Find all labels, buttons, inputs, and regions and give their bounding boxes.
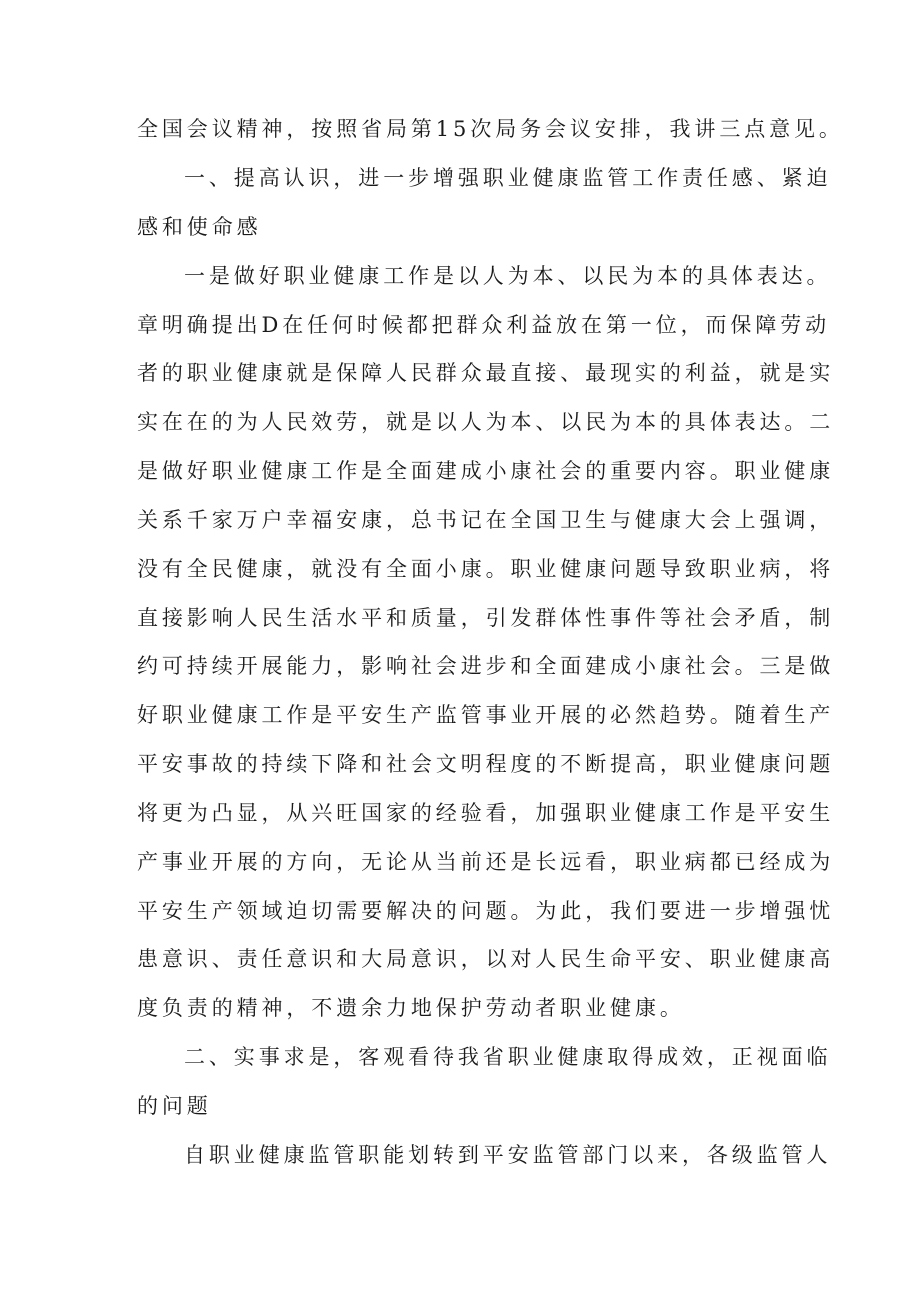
text-line: 好职业健康工作是平安生产监管事业开展的必然趋势。随着生产 [137, 703, 835, 727]
text-line: 患意识、责任意识和大局意识，以对人民生命平安、职业健康高 [137, 947, 835, 971]
text-line: 关系千家万户幸福安康，总书记在全国卫生与健康大会上强调， [137, 508, 835, 532]
text-line: 一是做好职业健康工作是以人为本、以民为本的具体表达。 [184, 264, 832, 288]
text-line: 章明确提出D在任何时候都把群众利益放在第一位，而保障劳动 [137, 313, 831, 337]
text-line: 约可持续开展能力，影响社会进步和全面建成小康社会。三是做 [137, 654, 835, 678]
section-heading-1: 一、提高认识，进一步增强职业健康监管工作责任感、紧迫 [184, 166, 832, 190]
text-line: 平安事故的持续下降和社会文明程度的不断提高，职业健康问题 [137, 752, 835, 776]
text-line: 自职业健康监管职能划转到平安监管部门以来，各级监管人 [184, 1143, 832, 1167]
text-line: 是做好职业健康工作是全面建成小康社会的重要内容。职业健康 [137, 459, 835, 483]
text-line: 度负责的精神，不遗余力地保护劳动者职业健康。 [137, 996, 685, 1020]
text-line: 全国会议精神，按照省局第15次局务会议安排，我讲三点意见。 [137, 117, 844, 141]
section-heading-2-cont: 的问题 [137, 1094, 212, 1118]
section-heading-1-cont: 感和使命感 [137, 215, 262, 239]
text-line: 没有全民健康，就没有全面小康。职业健康问题导致职业病，将 [137, 557, 835, 581]
text-line: 平安生产领域迫切需要解决的问题。为此，我们要进一步增强忧 [137, 899, 835, 923]
text-line: 直接影响人民生活水平和质量，引发群体性事件等社会矛盾，制 [137, 606, 835, 630]
text-line: 者的职业健康就是保障人民群众最直接、最现实的利益，就是实 [137, 361, 835, 385]
text-line: 实在在的为人民效劳，就是以人为本、以民为本的具体表达。二 [137, 410, 835, 434]
text-line: 将更为凸显，从兴旺国家的经验看，加强职业健康工作是平安生 [137, 801, 835, 825]
section-heading-2: 二、实事求是，客观看待我省职业健康取得成效，正视面临 [184, 1045, 832, 1069]
text-line: 产事业开展的方向，无论从当前还是长远看，职业病都已经成为 [137, 850, 835, 874]
